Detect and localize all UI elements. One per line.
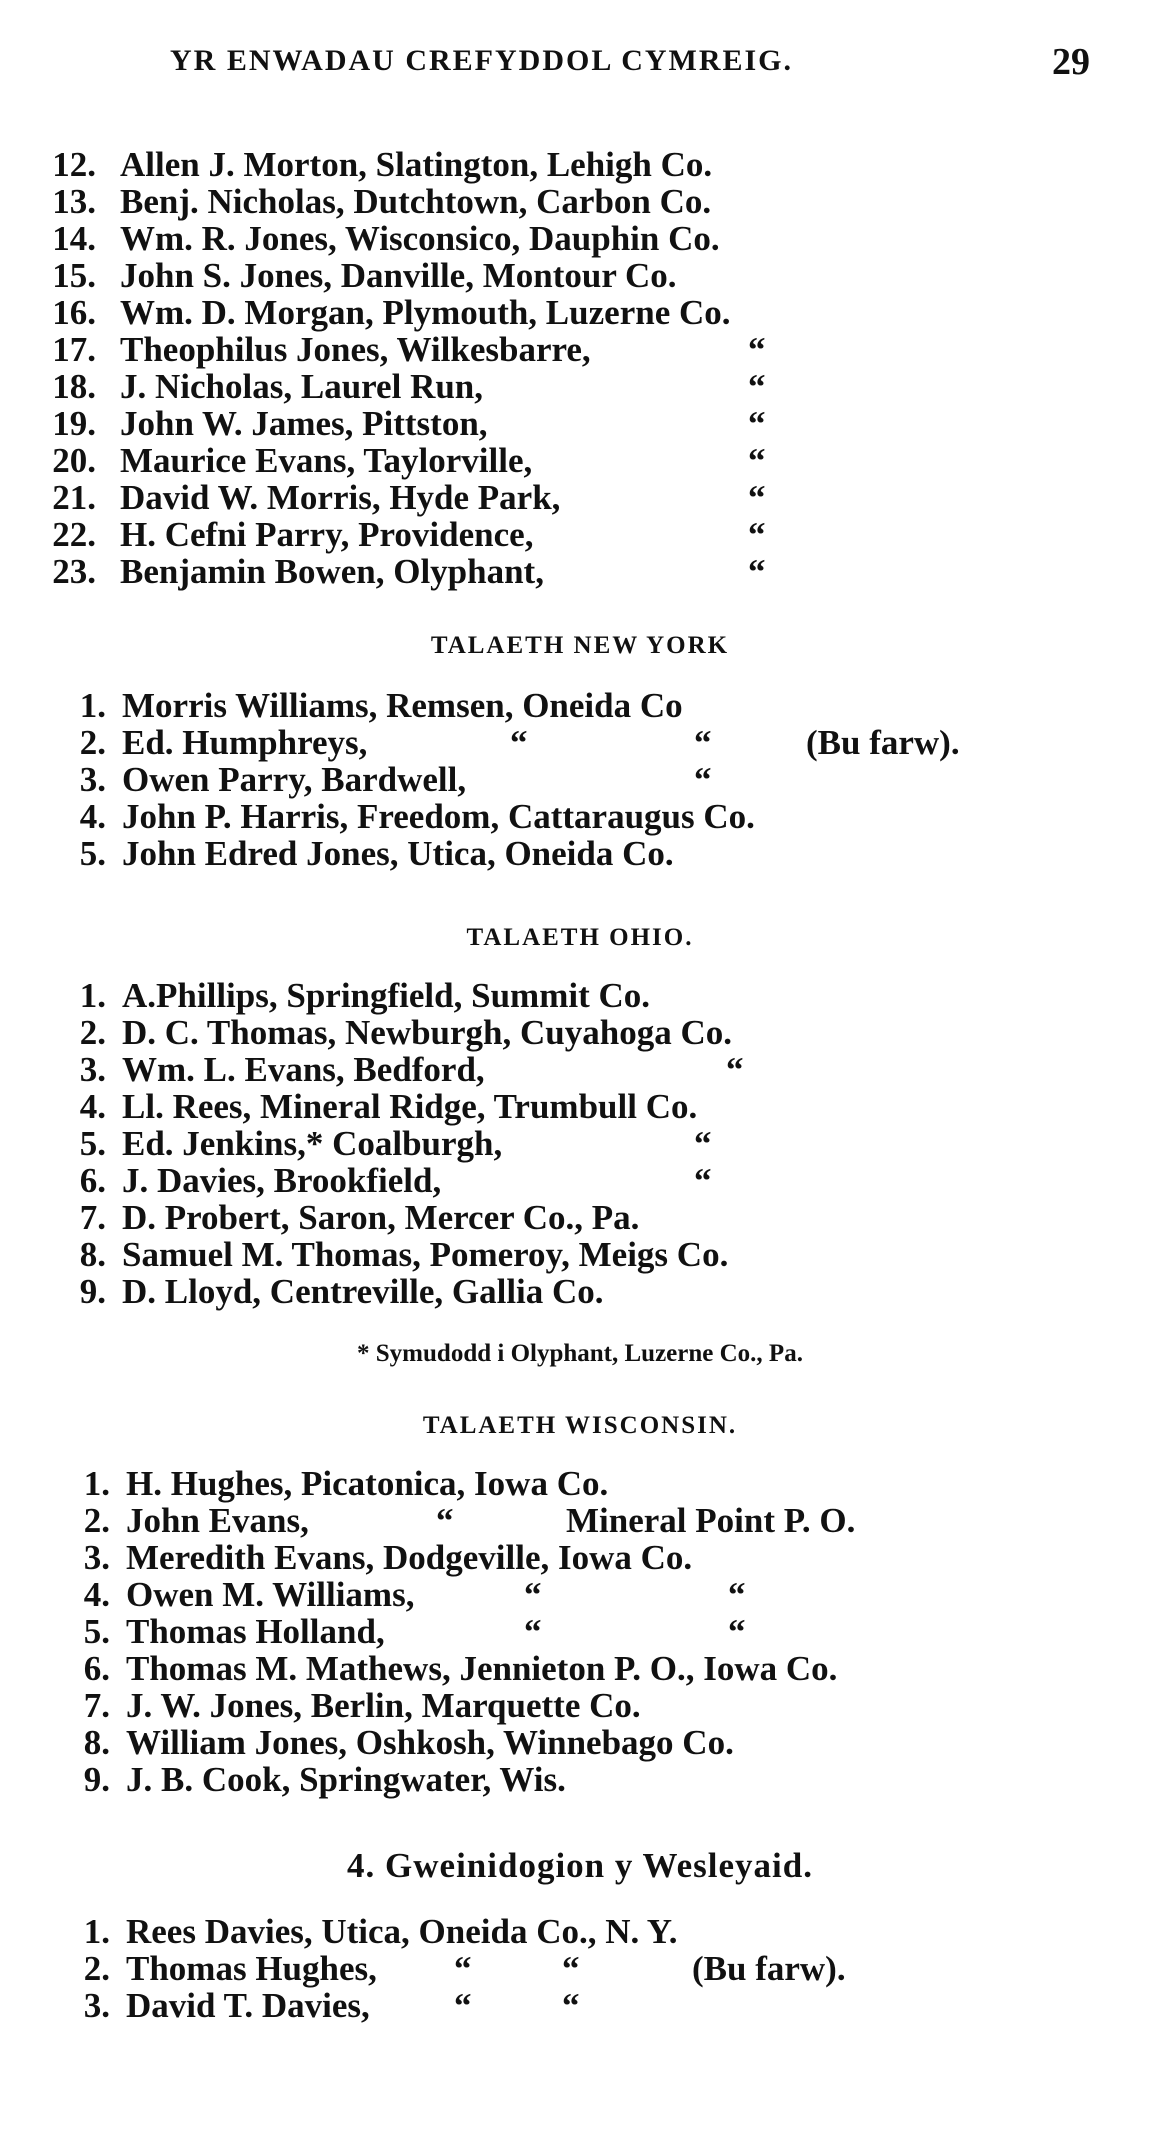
ditto-mark: “ — [728, 1612, 746, 1651]
list-ohio — [0, 976, 1160, 1309]
item-note: (Bu farw). — [692, 1949, 846, 1988]
item-number: 18. — [52, 367, 96, 406]
item-number: 16. — [52, 293, 96, 332]
list-item — [0, 1013, 1160, 1050]
item-text: J. Nicholas, Laurel Run, — [120, 367, 484, 406]
item-number: 3. — [79, 1050, 106, 1089]
running-title: YR ENWADAU CREFYDDOL CYMREIG. — [170, 44, 794, 77]
item-number: 3. — [83, 1986, 110, 2025]
ditto-mark: “ — [748, 515, 766, 554]
list-item — [0, 1538, 1160, 1575]
list-item — [0, 256, 1160, 293]
list-new-york — [0, 686, 1160, 871]
item-number: 7. — [83, 1686, 110, 1725]
item-number: 21. — [52, 478, 96, 517]
ditto-mark: “ — [748, 552, 766, 591]
list-item — [0, 552, 1160, 589]
item-text: Benjamin Bowen, Olyphant, — [120, 552, 544, 591]
item-text: A.Phillips, Springfield, Summit Co. — [122, 976, 651, 1015]
list-item — [0, 1124, 1160, 1161]
item-text: J. B. Cook, Springwater, Wis. — [126, 1760, 566, 1799]
ditto-mark: “ — [748, 404, 766, 443]
item-number: 5. — [83, 1612, 110, 1651]
ditto-mark: “ — [510, 723, 528, 762]
list-item — [0, 1723, 1160, 1760]
ditto-mark: “ — [524, 1575, 542, 1614]
item-number: 23. — [52, 552, 96, 591]
list-item — [0, 976, 1160, 1013]
item-number: 9. — [83, 1760, 110, 1799]
item-number: 22. — [52, 515, 96, 554]
item-text: Benj. Nicholas, Dutchtown, Carbon Co. — [120, 182, 712, 221]
list-item — [0, 797, 1160, 834]
item-text: Wm. D. Morgan, Plymouth, Luzerne Co. — [120, 293, 731, 332]
item-text: John P. Harris, Freedom, Cattaraugus Co. — [122, 797, 755, 836]
page-header — [0, 41, 1160, 94]
item-text: John Edred Jones, Utica, Oneida Co. — [122, 834, 674, 873]
item-text: Owen M. Williams, — [126, 1575, 415, 1614]
item-text: Thomas Holland, — [126, 1612, 385, 1651]
list-item — [0, 293, 1160, 330]
item-number: 12. — [52, 145, 96, 184]
list-item — [0, 1161, 1160, 1198]
item-text: David W. Morris, Hyde Park, — [120, 478, 561, 517]
item-text: Theophilus Jones, Wilkesbarre, — [120, 330, 591, 369]
list-item — [0, 330, 1160, 367]
item-number: 8. — [83, 1723, 110, 1762]
item-number: 14. — [52, 219, 96, 258]
list-pennsylvania-continued — [0, 145, 1160, 589]
item-text: William Jones, Oshkosh, Winnebago Co. — [126, 1723, 734, 1762]
ditto-mark: “ — [524, 1612, 542, 1651]
footnote: * Symudodd i Olyphant, Luzerne Co., Pa. — [357, 1340, 803, 1367]
list-item — [0, 723, 1160, 760]
list-item — [0, 1912, 1160, 1949]
list-item — [0, 404, 1160, 441]
list-item — [0, 686, 1160, 723]
item-text-extra: Mineral Point P. O. — [566, 1501, 856, 1540]
section-heading-new-york: TALAETH NEW YORK — [430, 632, 730, 659]
section-heading-wesleyaid: 4. Gweinidogion y Wesleyaid. — [347, 1846, 813, 1885]
list-item — [0, 1087, 1160, 1124]
item-number: 9. — [79, 1272, 106, 1311]
item-text: Ed. Humphreys, — [122, 723, 368, 762]
ditto-mark: “ — [454, 1986, 472, 2025]
ditto-mark: “ — [728, 1575, 746, 1614]
item-text: Wm. R. Jones, Wisconsico, Dauphin Co. — [120, 219, 720, 258]
ditto-mark: “ — [694, 1124, 712, 1163]
list-item — [0, 1612, 1160, 1649]
item-text: H. Hughes, Picatonica, Iowa Co. — [126, 1464, 609, 1503]
item-text: D. C. Thomas, Newburgh, Cuyahoga Co. — [122, 1013, 733, 1052]
list-item — [0, 760, 1160, 797]
item-number: 3. — [79, 760, 106, 799]
ditto-mark: “ — [748, 478, 766, 517]
list-item — [0, 1649, 1160, 1686]
item-number: 1. — [79, 686, 106, 725]
item-text: Meredith Evans, Dodgeville, Iowa Co. — [126, 1538, 693, 1577]
page-number: 29 — [1052, 41, 1090, 83]
list-item — [0, 1575, 1160, 1612]
ditto-mark: “ — [694, 723, 712, 762]
item-text: Owen Parry, Bardwell, — [122, 760, 467, 799]
item-text: H. Cefni Parry, Providence, — [120, 515, 534, 554]
item-number: 5. — [79, 1124, 106, 1163]
ditto-mark: “ — [562, 1986, 580, 2025]
list-wisconsin — [0, 1464, 1160, 1797]
item-number: 2. — [83, 1501, 110, 1540]
item-text: Wm. L. Evans, Bedford, — [122, 1050, 485, 1089]
item-text: Allen J. Morton, Slatington, Lehigh Co. — [120, 145, 713, 184]
item-number: 5. — [79, 834, 106, 873]
list-item — [0, 145, 1160, 182]
section-heading-ohio: TALAETH OHIO. — [466, 924, 694, 951]
list-item — [0, 1686, 1160, 1723]
item-number: 6. — [79, 1161, 106, 1200]
item-text: Morris Williams, Remsen, Oneida Co — [122, 686, 683, 725]
ditto-mark: “ — [454, 1949, 472, 1988]
list-item — [0, 441, 1160, 478]
list-item — [0, 515, 1160, 552]
item-number: 4. — [79, 1087, 106, 1126]
list-item — [0, 1198, 1160, 1235]
list-item — [0, 1464, 1160, 1501]
item-text: J. Davies, Brookfield, — [122, 1161, 442, 1200]
list-item — [0, 1986, 1160, 2023]
item-text: John Evans, — [126, 1501, 309, 1540]
item-number: 2. — [83, 1949, 110, 1988]
ditto-mark: “ — [748, 367, 766, 406]
item-number: 1. — [83, 1912, 110, 1951]
item-number: 20. — [52, 441, 96, 480]
list-item — [0, 1235, 1160, 1272]
item-number: 2. — [79, 723, 106, 762]
item-note: (Bu farw). — [806, 723, 960, 762]
ditto-mark: “ — [694, 760, 712, 799]
ditto-mark: “ — [748, 441, 766, 480]
list-item — [0, 478, 1160, 515]
item-text: John W. James, Pittston, — [120, 404, 488, 443]
ditto-mark: “ — [726, 1050, 744, 1089]
item-number: 7. — [79, 1198, 106, 1237]
item-text: D. Probert, Saron, Mercer Co., Pa. — [122, 1198, 640, 1237]
item-text: Thomas Hughes, — [126, 1949, 377, 1988]
item-number: 15. — [52, 256, 96, 295]
list-item — [0, 834, 1160, 871]
list-item — [0, 1760, 1160, 1797]
item-number: 1. — [83, 1464, 110, 1503]
ditto-mark: “ — [694, 1161, 712, 1200]
list-item — [0, 182, 1160, 219]
item-number: 1. — [79, 976, 106, 1015]
item-number: 4. — [83, 1575, 110, 1614]
item-text: John S. Jones, Danville, Montour Co. — [120, 256, 677, 295]
item-text: Maurice Evans, Taylorville, — [120, 441, 533, 480]
item-text: Ed. Jenkins,* Coalburgh, — [122, 1124, 503, 1163]
list-item — [0, 219, 1160, 256]
item-number: 2. — [79, 1013, 106, 1052]
item-text: Samuel M. Thomas, Pomeroy, Meigs Co. — [122, 1235, 729, 1274]
section-heading-wisconsin: TALAETH WISCONSIN. — [422, 1412, 738, 1439]
list-item — [0, 1050, 1160, 1087]
list-wesleyaid — [0, 1912, 1160, 2023]
item-number: 6. — [83, 1649, 110, 1688]
item-number: 13. — [52, 182, 96, 221]
item-number: 17. — [52, 330, 96, 369]
ditto-mark: “ — [748, 330, 766, 369]
item-text: D. Lloyd, Centreville, Gallia Co. — [122, 1272, 604, 1311]
list-item — [0, 1501, 1160, 1538]
item-text: David T. Davies, — [126, 1986, 370, 2025]
list-item — [0, 367, 1160, 404]
item-text: J. W. Jones, Berlin, Marquette Co. — [126, 1686, 641, 1725]
item-text: Thomas M. Mathews, Jennieton P. O., Iowa Co. — [126, 1649, 838, 1688]
item-number: 8. — [79, 1235, 106, 1274]
list-item — [0, 1272, 1160, 1309]
item-number: 4. — [79, 797, 106, 836]
item-number: 19. — [52, 404, 96, 443]
item-text: Ll. Rees, Mineral Ridge, Trumbull Co. — [122, 1087, 698, 1126]
ditto-mark: “ — [562, 1949, 580, 1988]
item-number: 3. — [83, 1538, 110, 1577]
list-item — [0, 1949, 1160, 1986]
ditto-mark: “ — [436, 1501, 454, 1540]
item-text: Rees Davies, Utica, Oneida Co., N. Y. — [126, 1912, 678, 1951]
